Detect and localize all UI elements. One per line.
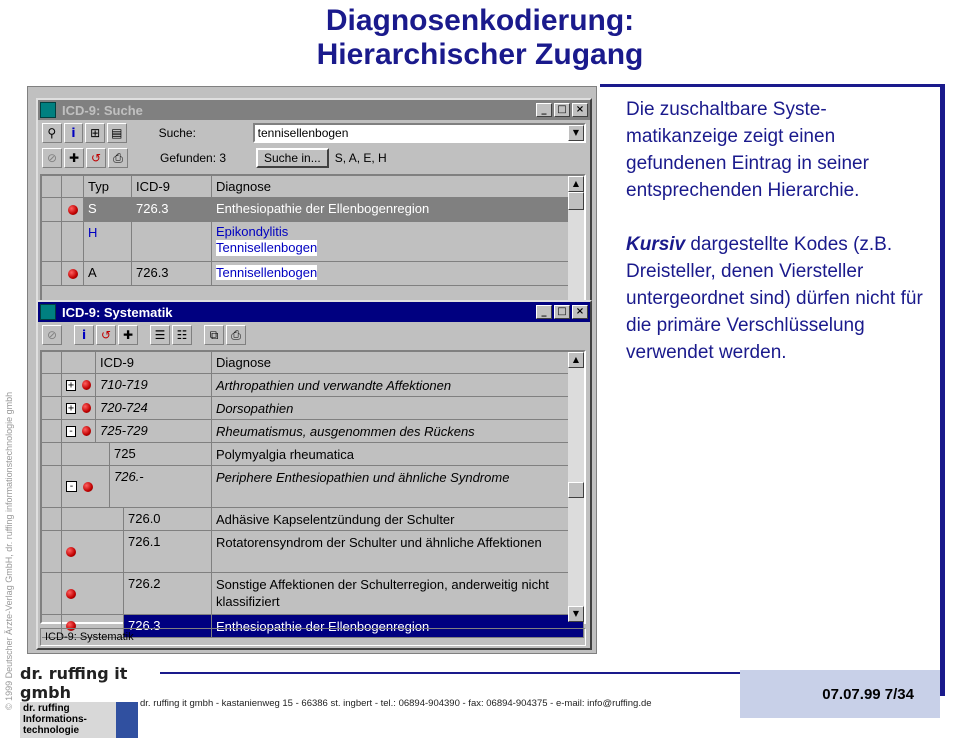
search-toolbar-row2 bbox=[38, 146, 590, 170]
search-window-titlebar[interactable] bbox=[38, 100, 590, 120]
print-icon[interactable]: ⎙ bbox=[108, 148, 128, 168]
collapse-icon[interactable]: - bbox=[66, 481, 77, 492]
list-icon[interactable]: ☰ bbox=[150, 325, 170, 345]
systematik-grid bbox=[40, 350, 586, 634]
add-remove-icon[interactable]: ✚ bbox=[118, 325, 138, 345]
logo-company-name: dr. ruffing it gmbh bbox=[20, 664, 128, 702]
book-icon[interactable]: ▤ bbox=[107, 123, 127, 143]
scroll-up-icon[interactable]: ▲ bbox=[568, 176, 584, 192]
title-line-1: Diagnosenkodierung: bbox=[325, 4, 635, 37]
slide-title bbox=[180, 4, 780, 72]
search-scope: S, A, E, H bbox=[334, 151, 387, 165]
search-results-grid bbox=[40, 174, 586, 302]
status-bar bbox=[40, 628, 586, 646]
col-diagnose[interactable]: Diagnose bbox=[212, 176, 584, 198]
search-combobox[interactable] bbox=[253, 123, 586, 143]
search-scrollbar[interactable] bbox=[568, 176, 584, 300]
minimize-button[interactable]: _ bbox=[536, 305, 552, 319]
footer-page-box bbox=[740, 670, 940, 718]
table-row[interactable]: + 710-719 Arthropathien und verwandte Affektionen bbox=[42, 374, 584, 397]
desc-paragraph-2: Kursiv dargestellte Kodes (z.B. Dreisteller, denen Viersteller untergeordnet sind) dürfen nicht für die primäre Verschlüsselung verwendet werden. bbox=[626, 234, 923, 363]
systematik-grid-header bbox=[42, 352, 584, 374]
print-icon[interactable]: ⎙ bbox=[226, 325, 246, 345]
dot-icon bbox=[66, 589, 76, 599]
table-row[interactable]: H Epikondylitis Tennisellenbogen bbox=[42, 222, 584, 262]
grid-icon[interactable]: ⊘ bbox=[42, 148, 62, 168]
copy-icon[interactable]: ⧉ bbox=[204, 325, 224, 345]
table-row[interactable]: - 726.- Periphere Enthesiopathien und ähnliche Syndrome bbox=[42, 466, 584, 508]
right-rule-horizontal bbox=[600, 84, 945, 87]
collapse-icon[interactable]: - bbox=[66, 426, 76, 437]
tree-icon[interactable]: ⊞ bbox=[85, 123, 105, 143]
maximize-button[interactable]: □ bbox=[554, 103, 570, 117]
grid-icon[interactable]: ⊘ bbox=[42, 325, 62, 345]
info-icon[interactable]: i bbox=[64, 123, 84, 143]
close-button[interactable]: × bbox=[572, 103, 588, 117]
footer-rule bbox=[160, 672, 740, 674]
col-icd9[interactable]: ICD-9 bbox=[96, 352, 212, 374]
binoculars-icon[interactable]: ⚲ bbox=[42, 123, 62, 143]
title-line-2: Hierarchischer Zugang bbox=[316, 38, 644, 71]
scroll-up-icon[interactable]: ▲ bbox=[568, 352, 584, 368]
dot-icon bbox=[66, 547, 76, 557]
maximize-button[interactable]: □ bbox=[554, 305, 570, 319]
col-typ[interactable]: Typ bbox=[84, 176, 132, 198]
search-grid-header bbox=[42, 176, 584, 198]
footer-address: dr. ruffing it gmbh - kastanienweg 15 - 66386 st. ingbert - tel.: 06894-904390 - fax: 06894-904375 - e-mail: info@ruffing.de bbox=[140, 698, 652, 709]
logo-graphic bbox=[116, 702, 138, 738]
minimize-button[interactable]: _ bbox=[536, 103, 552, 117]
search-toolbar-row1 bbox=[38, 120, 590, 146]
list-detail-icon[interactable]: ☷ bbox=[172, 325, 192, 345]
search-label: Suche: bbox=[158, 126, 196, 140]
found-count: Gefunden: 3 bbox=[160, 151, 227, 165]
systematik-window-titlebar[interactable] bbox=[38, 302, 590, 322]
dot-icon bbox=[83, 482, 93, 492]
systematik-window bbox=[36, 300, 592, 650]
logo-block: dr. ruffing Informations- technologie bbox=[20, 702, 116, 738]
search-window-title: ICD-9: Suche bbox=[62, 102, 143, 118]
table-row[interactable]: 725 Polymyalgia rheumatica bbox=[42, 443, 584, 466]
table-row[interactable]: 726.0 Adhäsive Kapselentzündung der Schulter bbox=[42, 508, 584, 531]
table-row[interactable]: 726.2 Sonstige Affektionen der Schulterregion, anderweitig nicht klassifiziert bbox=[42, 573, 584, 615]
add-remove-icon[interactable]: ✚ bbox=[64, 148, 84, 168]
status-text: ICD-9: Systematik bbox=[45, 631, 134, 643]
search-in-button[interactable]: Suche in... bbox=[256, 148, 329, 168]
info-icon[interactable]: i bbox=[74, 325, 94, 345]
systematik-scrollbar[interactable] bbox=[568, 352, 584, 622]
scroll-thumb[interactable] bbox=[568, 192, 584, 210]
app-icon bbox=[40, 304, 56, 320]
copyright-vertical: © 1999 Deutscher Ärzte-Verlag GmbH, dr. ruffing informationstechnologie gmbh bbox=[4, 391, 14, 710]
table-row[interactable]: 726.3 Enthesiopathie der Ellenbogenregion bbox=[42, 615, 584, 638]
table-row[interactable]: A 726.3 Tennisellenbogen bbox=[42, 262, 584, 286]
scroll-down-icon[interactable]: ▼ bbox=[568, 606, 584, 622]
systematik-window-title: ICD-9: Systematik bbox=[62, 304, 173, 320]
systematik-toolbar bbox=[38, 322, 590, 348]
undo-icon[interactable]: ↺ bbox=[86, 148, 106, 168]
expand-icon[interactable]: + bbox=[66, 380, 76, 391]
description bbox=[626, 96, 926, 393]
dot-icon bbox=[68, 205, 78, 215]
col-icd9[interactable]: ICD-9 bbox=[132, 176, 212, 198]
dot-icon bbox=[82, 380, 91, 390]
dot-icon bbox=[82, 426, 91, 436]
chevron-down-icon[interactable]: ▼ bbox=[568, 125, 584, 141]
undo-icon[interactable]: ↺ bbox=[96, 325, 116, 345]
table-row[interactable]: S 726.3 Enthesiopathie der Ellenbogenregion bbox=[42, 198, 584, 222]
table-row[interactable]: + 720-724 Dorsopathien bbox=[42, 397, 584, 420]
table-row[interactable]: - 725-729 Rheumatismus, ausgenommen des Rückens bbox=[42, 420, 584, 443]
dot-icon bbox=[82, 403, 91, 413]
close-button[interactable]: × bbox=[572, 305, 588, 319]
col-diagnose[interactable]: Diagnose bbox=[212, 352, 584, 374]
right-rule-vertical bbox=[940, 86, 945, 696]
table-row[interactable]: 726.1 Rotatorensyndrom der Schulter und ähnliche Affektionen bbox=[42, 531, 584, 573]
search-input[interactable] bbox=[255, 125, 568, 141]
desc-paragraph-1: Die zuschaltbare Syste-matikanzeige zeigt einen gefundenen Eintrag in seiner entsprechenden Hierarchie. bbox=[626, 99, 869, 201]
search-window bbox=[36, 98, 592, 308]
expand-icon[interactable]: + bbox=[66, 403, 76, 414]
app-icon bbox=[40, 102, 56, 118]
scroll-thumb[interactable] bbox=[568, 482, 584, 498]
systematik-rows bbox=[42, 374, 584, 638]
page-number: 07.07.99 7/34 bbox=[822, 686, 914, 703]
dot-icon bbox=[68, 269, 78, 279]
